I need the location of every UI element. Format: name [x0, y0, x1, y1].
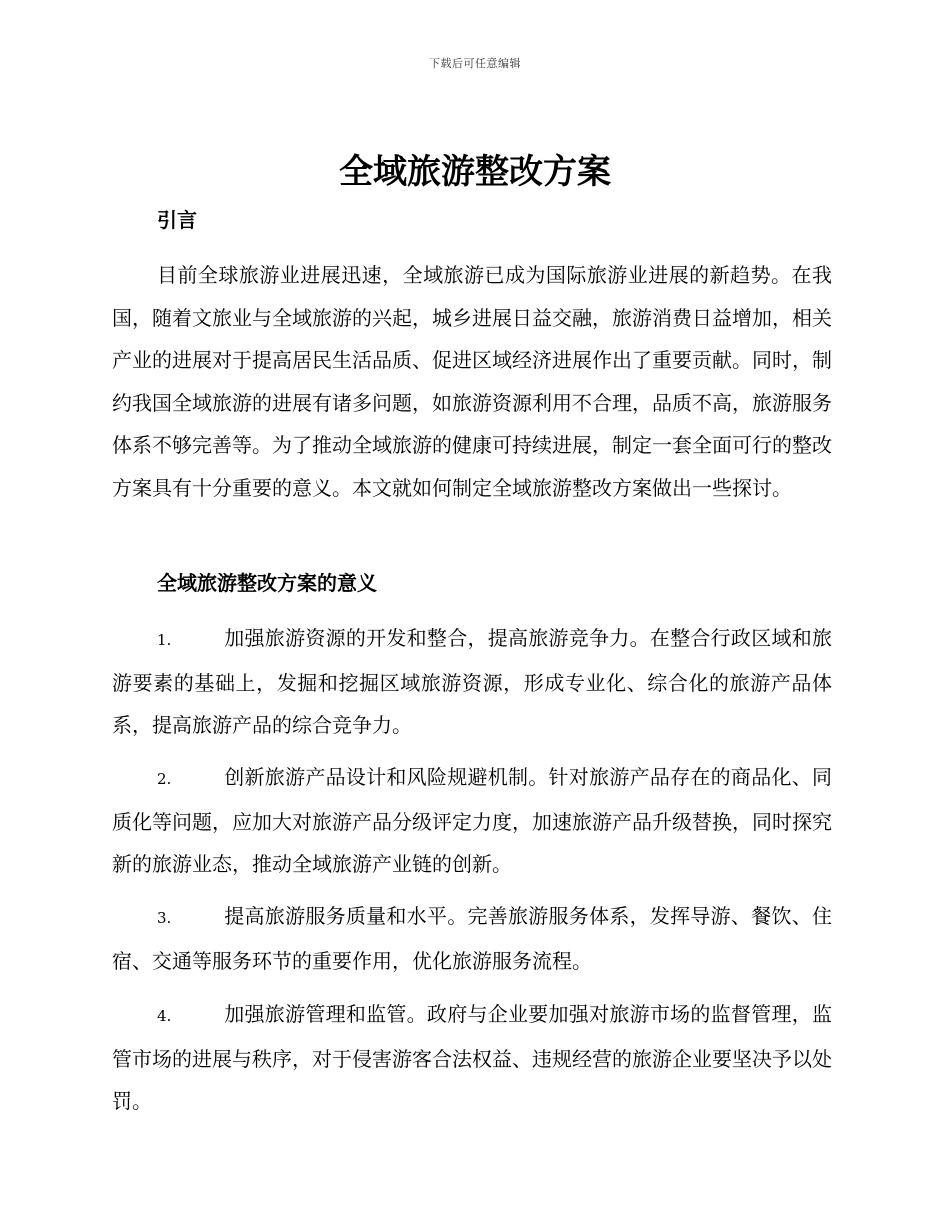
list-item-number: 4.	[157, 1007, 172, 1025]
list-item	[112, 756, 832, 886]
list-item-text: 加强旅游资源的开发和整合，提高旅游竞争力。在整合行政区域和旅游要素的基础上，发掘和挖掘区域旅游资源，形成专业化、综合化的旅游产品体系，提高旅游产品的综合竞争力。	[112, 626, 832, 737]
intro-paragraph: 目前全球旅游业进展迅速，全域旅游已成为国际旅游业进展的新趋势。在我国，随着文旅业与全域旅游的兴起，城乡进展日益交融，旅游消费日益增加，相关产业的进展对于提高居民生活品质、促进区域经济进展作出了重要贡献。同时，制约我国全域旅游的进展有诸多问题，如旅游资源利用不合理，品质不高，旅游服务体系不够完善等。为了推动全域旅游的健康可持续进展，制定一套全面可行的整改方案具有十分重要的意义。本文就如何制定全域旅游整改方案做出一些探讨。	[112, 263, 832, 500]
list-item-text: 创新旅游产品设计和风险规避机制。针对旅游产品存在的商品化、同质化等问题，应加大对旅游产品分级评定力度，加速旅游产品升级替换，同时探究新的旅游业态，推动全域旅游产业链的创新。	[112, 765, 832, 876]
list-item	[112, 895, 832, 982]
list-item-number: 2.	[157, 770, 172, 788]
list-item-text: 提高旅游服务质量和水平。完善旅游服务体系，发挥导游、餐饮、住宿、交通等服务环节的重要作用，优化旅游服务流程。	[112, 904, 832, 973]
list-item	[112, 993, 832, 1123]
list-item-text: 加强旅游管理和监管。政府与企业要加强对旅游市场的监督管理，监管市场的进展与秩序，对于侵害游客合法权益、违规经营的旅游企业要坚决予以处罚。	[112, 1002, 832, 1113]
section-heading-intro: 引言	[157, 208, 197, 232]
list-item-number: 3.	[157, 909, 172, 927]
list-item-number: 1.	[157, 631, 172, 649]
list-item	[112, 617, 832, 747]
section-heading-meaning: 全域旅游整改方案的意义	[157, 571, 377, 595]
page-header-note: 下载后可任意编辑	[429, 57, 521, 70]
document-title: 全域旅游整改方案	[339, 152, 611, 192]
